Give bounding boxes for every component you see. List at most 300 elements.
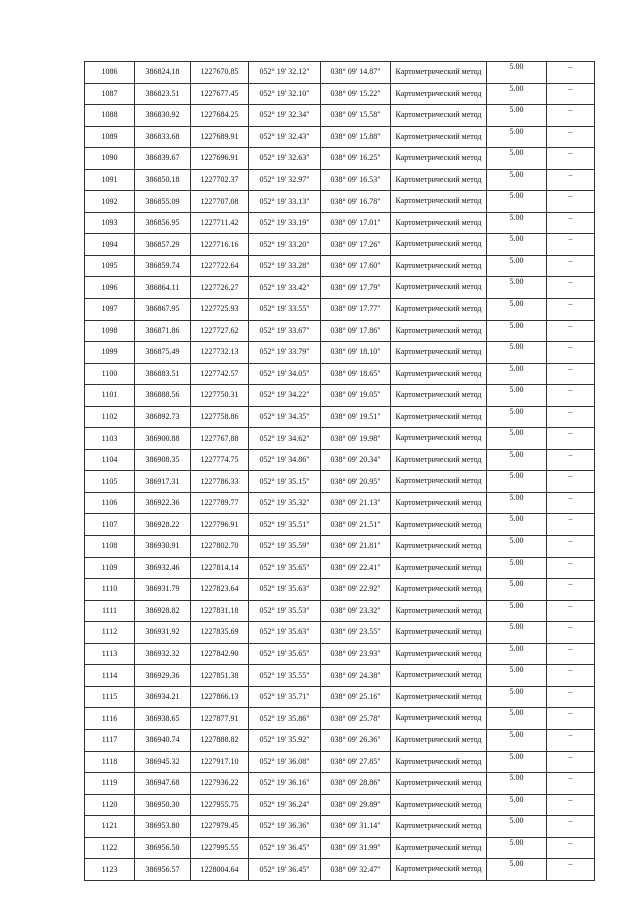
longitude-cell: 038° 09' 19.98" [321, 428, 391, 450]
longitude-cell: 038° 09' 17.60" [321, 255, 391, 277]
note-cell: – [547, 255, 595, 277]
point-number-cell: 1098 [85, 320, 135, 342]
table-row [85, 686, 595, 708]
y-coordinate-cell: 1227726.27 [191, 277, 249, 299]
point-number-cell: 1105 [85, 471, 135, 493]
accuracy-cell: 5.00 [487, 255, 547, 277]
table-row [85, 665, 595, 687]
y-coordinate-cell: 1227842.90 [191, 643, 249, 665]
table-row [85, 83, 595, 105]
point-number-cell: 1120 [85, 794, 135, 816]
latitude-cell: 052° 19' 33.79" [249, 342, 321, 364]
table-row [85, 299, 595, 321]
accuracy-cell: 5.00 [487, 83, 547, 105]
x-coordinate-cell: 386931.92 [135, 622, 191, 644]
latitude-cell: 052° 19' 35.71" [249, 686, 321, 708]
x-coordinate-cell: 386850.18 [135, 169, 191, 191]
note-cell: – [547, 643, 595, 665]
point-number-cell: 1090 [85, 148, 135, 170]
latitude-cell: 052° 19' 35.63" [249, 579, 321, 601]
point-number-cell: 1096 [85, 277, 135, 299]
x-coordinate-cell: 386930.91 [135, 536, 191, 558]
table-row [85, 794, 595, 816]
latitude-cell: 052° 19' 33.42" [249, 277, 321, 299]
note-cell: – [547, 299, 595, 321]
note-cell: – [547, 686, 595, 708]
method-cell: Картометрический метод [391, 255, 487, 277]
latitude-cell: 052° 19' 35.15" [249, 471, 321, 493]
x-coordinate-cell: 386908.35 [135, 449, 191, 471]
point-number-cell: 1100 [85, 363, 135, 385]
y-coordinate-cell: 1227814.14 [191, 557, 249, 579]
method-cell: Картометрический метод [391, 665, 487, 687]
y-coordinate-cell: 1227702.37 [191, 169, 249, 191]
y-coordinate-cell: 1227767.88 [191, 428, 249, 450]
y-coordinate-cell: 1227722.64 [191, 255, 249, 277]
method-cell: Картометрический метод [391, 277, 487, 299]
note-cell: – [547, 859, 595, 881]
table-row [85, 557, 595, 579]
method-cell: Картометрический метод [391, 794, 487, 816]
method-cell: Картометрический метод [391, 859, 487, 881]
table-row [85, 320, 595, 342]
method-cell: Картометрический метод [391, 471, 487, 493]
longitude-cell: 038° 09' 17.86" [321, 320, 391, 342]
method-cell: Картометрический метод [391, 557, 487, 579]
table-row [85, 536, 595, 558]
table-row [85, 751, 595, 773]
x-coordinate-cell: 386900.88 [135, 428, 191, 450]
longitude-cell: 038° 09' 16.25" [321, 148, 391, 170]
point-number-cell: 1102 [85, 406, 135, 428]
method-cell: Картометрический метод [391, 148, 487, 170]
longitude-cell: 038° 09' 15.22" [321, 83, 391, 105]
x-coordinate-cell: 386956.57 [135, 859, 191, 881]
latitude-cell: 052° 19' 32.10" [249, 83, 321, 105]
table-row [85, 622, 595, 644]
note-cell: – [547, 363, 595, 385]
table-row [85, 234, 595, 256]
latitude-cell: 052° 19' 32.34" [249, 105, 321, 127]
method-cell: Картометрический метод [391, 406, 487, 428]
method-cell: Картометрический метод [391, 212, 487, 234]
point-number-cell: 1097 [85, 299, 135, 321]
x-coordinate-cell: 386932.46 [135, 557, 191, 579]
table-row [85, 406, 595, 428]
table-row [85, 729, 595, 751]
table-row [85, 837, 595, 859]
point-number-cell: 1103 [85, 428, 135, 450]
table-row [85, 363, 595, 385]
point-number-cell: 1095 [85, 255, 135, 277]
y-coordinate-cell: 1227789.77 [191, 492, 249, 514]
table-row [85, 428, 595, 450]
accuracy-cell: 5.00 [487, 729, 547, 751]
note-cell: – [547, 83, 595, 105]
longitude-cell: 038° 09' 20.95" [321, 471, 391, 493]
longitude-cell: 038° 09' 19.05" [321, 385, 391, 407]
table-row [85, 643, 595, 665]
note-cell: – [547, 105, 595, 127]
accuracy-cell: 5.00 [487, 837, 547, 859]
y-coordinate-cell: 1227732.13 [191, 342, 249, 364]
method-cell: Картометрический метод [391, 492, 487, 514]
note-cell: – [547, 794, 595, 816]
x-coordinate-cell: 386938.65 [135, 708, 191, 730]
note-cell: – [547, 62, 595, 84]
method-cell: Картометрический метод [391, 126, 487, 148]
method-cell: Картометрический метод [391, 363, 487, 385]
latitude-cell: 052° 19' 34.62" [249, 428, 321, 450]
note-cell: – [547, 234, 595, 256]
method-cell: Картометрический метод [391, 191, 487, 213]
x-coordinate-cell: 386855.09 [135, 191, 191, 213]
y-coordinate-cell: 1227955.75 [191, 794, 249, 816]
x-coordinate-cell: 386875.49 [135, 342, 191, 364]
longitude-cell: 038° 09' 29.89" [321, 794, 391, 816]
accuracy-cell: 5.00 [487, 579, 547, 601]
x-coordinate-cell: 386945.32 [135, 751, 191, 773]
note-cell: – [547, 471, 595, 493]
accuracy-cell: 5.00 [487, 686, 547, 708]
latitude-cell: 052° 19' 32.63" [249, 148, 321, 170]
method-cell: Картометрический метод [391, 428, 487, 450]
y-coordinate-cell: 1227823.64 [191, 579, 249, 601]
longitude-cell: 038° 09' 17.01" [321, 212, 391, 234]
method-cell: Картометрический метод [391, 600, 487, 622]
method-cell: Картометрический метод [391, 686, 487, 708]
note-cell: – [547, 837, 595, 859]
x-coordinate-cell: 386864.11 [135, 277, 191, 299]
point-number-cell: 1106 [85, 492, 135, 514]
method-cell: Картометрический метод [391, 622, 487, 644]
latitude-cell: 052° 19' 35.92" [249, 729, 321, 751]
y-coordinate-cell: 1227725.93 [191, 299, 249, 321]
latitude-cell: 052° 19' 32.97" [249, 169, 321, 191]
latitude-cell: 052° 19' 35.65" [249, 557, 321, 579]
table-row [85, 579, 595, 601]
point-number-cell: 1110 [85, 579, 135, 601]
table-row [85, 169, 595, 191]
accuracy-cell: 5.00 [487, 708, 547, 730]
accuracy-cell: 5.00 [487, 514, 547, 536]
latitude-cell: 052° 19' 35.53" [249, 600, 321, 622]
note-cell: – [547, 449, 595, 471]
table-row [85, 514, 595, 536]
accuracy-cell: 5.00 [487, 105, 547, 127]
table-row [85, 62, 595, 84]
y-coordinate-cell: 1227774.75 [191, 449, 249, 471]
x-coordinate-cell: 386947.68 [135, 773, 191, 795]
latitude-cell: 052° 19' 34.22" [249, 385, 321, 407]
y-coordinate-cell: 1227786.33 [191, 471, 249, 493]
longitude-cell: 038° 09' 18.65" [321, 363, 391, 385]
latitude-cell: 052° 19' 35.65" [249, 643, 321, 665]
accuracy-cell: 5.00 [487, 816, 547, 838]
x-coordinate-cell: 386883.51 [135, 363, 191, 385]
y-coordinate-cell: 1227689.91 [191, 126, 249, 148]
accuracy-cell: 5.00 [487, 406, 547, 428]
x-coordinate-cell: 386934.21 [135, 686, 191, 708]
point-number-cell: 1114 [85, 665, 135, 687]
method-cell: Картометрический метод [391, 514, 487, 536]
table-row [85, 492, 595, 514]
method-cell: Картометрический метод [391, 729, 487, 751]
table-row [85, 126, 595, 148]
x-coordinate-cell: 386940.74 [135, 729, 191, 751]
method-cell: Картометрический метод [391, 83, 487, 105]
table-row [85, 471, 595, 493]
x-coordinate-cell: 386824.18 [135, 62, 191, 84]
latitude-cell: 052° 19' 33.20" [249, 234, 321, 256]
accuracy-cell: 5.00 [487, 320, 547, 342]
point-number-cell: 1099 [85, 342, 135, 364]
y-coordinate-cell: 1227750.31 [191, 385, 249, 407]
latitude-cell: 052° 19' 35.55" [249, 665, 321, 687]
point-number-cell: 1101 [85, 385, 135, 407]
table-row [85, 385, 595, 407]
latitude-cell: 052° 19' 34.86" [249, 449, 321, 471]
method-cell: Картометрический метод [391, 579, 487, 601]
coordinates-sheet [84, 61, 595, 881]
x-coordinate-cell: 386871.86 [135, 320, 191, 342]
longitude-cell: 038° 09' 25.16" [321, 686, 391, 708]
method-cell: Картометрический метод [391, 837, 487, 859]
x-coordinate-cell: 386823.51 [135, 83, 191, 105]
longitude-cell: 038° 09' 32.47" [321, 859, 391, 881]
point-number-cell: 1119 [85, 773, 135, 795]
y-coordinate-cell: 1227727.62 [191, 320, 249, 342]
longitude-cell: 038° 09' 17.26" [321, 234, 391, 256]
longitude-cell: 038° 09' 27.85" [321, 751, 391, 773]
point-number-cell: 1117 [85, 729, 135, 751]
note-cell: – [547, 428, 595, 450]
point-number-cell: 1108 [85, 536, 135, 558]
latitude-cell: 052° 19' 36.45" [249, 859, 321, 881]
method-cell: Картометрический метод [391, 708, 487, 730]
note-cell: – [547, 148, 595, 170]
longitude-cell: 038° 09' 19.51" [321, 406, 391, 428]
longitude-cell: 038° 09' 26.36" [321, 729, 391, 751]
table-row [85, 449, 595, 471]
point-number-cell: 1113 [85, 643, 135, 665]
note-cell: – [547, 514, 595, 536]
longitude-cell: 038° 09' 23.93" [321, 643, 391, 665]
accuracy-cell: 5.00 [487, 622, 547, 644]
method-cell: Картометрический метод [391, 169, 487, 191]
accuracy-cell: 5.00 [487, 234, 547, 256]
longitude-cell: 038° 09' 15.88" [321, 126, 391, 148]
latitude-cell: 052° 19' 35.86" [249, 708, 321, 730]
coordinates-table [84, 61, 595, 881]
longitude-cell: 038° 09' 16.78" [321, 191, 391, 213]
latitude-cell: 052° 19' 35.63" [249, 622, 321, 644]
x-coordinate-cell: 386867.95 [135, 299, 191, 321]
point-number-cell: 1091 [85, 169, 135, 191]
latitude-cell: 052° 19' 33.13" [249, 191, 321, 213]
point-number-cell: 1121 [85, 816, 135, 838]
accuracy-cell: 5.00 [487, 471, 547, 493]
accuracy-cell: 5.00 [487, 212, 547, 234]
x-coordinate-cell: 386922.36 [135, 492, 191, 514]
note-cell: – [547, 773, 595, 795]
note-cell: – [547, 277, 595, 299]
y-coordinate-cell: 1227742.57 [191, 363, 249, 385]
longitude-cell: 038° 09' 31.99" [321, 837, 391, 859]
accuracy-cell: 5.00 [487, 751, 547, 773]
accuracy-cell: 5.00 [487, 126, 547, 148]
y-coordinate-cell: 1227835.69 [191, 622, 249, 644]
latitude-cell: 052° 19' 33.28" [249, 255, 321, 277]
x-coordinate-cell: 386931.79 [135, 579, 191, 601]
point-number-cell: 1112 [85, 622, 135, 644]
y-coordinate-cell: 1227917.10 [191, 751, 249, 773]
method-cell: Картометрический метод [391, 105, 487, 127]
table-row [85, 148, 595, 170]
latitude-cell: 052° 19' 35.59" [249, 536, 321, 558]
method-cell: Картометрический метод [391, 234, 487, 256]
y-coordinate-cell: 1227936.22 [191, 773, 249, 795]
point-number-cell: 1118 [85, 751, 135, 773]
method-cell: Картометрический метод [391, 299, 487, 321]
note-cell: – [547, 536, 595, 558]
accuracy-cell: 5.00 [487, 148, 547, 170]
y-coordinate-cell: 1227684.25 [191, 105, 249, 127]
y-coordinate-cell: 1227995.55 [191, 837, 249, 859]
y-coordinate-cell: 1227888.82 [191, 729, 249, 751]
latitude-cell: 052° 19' 36.08" [249, 751, 321, 773]
longitude-cell: 038° 09' 23.55" [321, 622, 391, 644]
longitude-cell: 038° 09' 17.79" [321, 277, 391, 299]
y-coordinate-cell: 1227866.13 [191, 686, 249, 708]
longitude-cell: 038° 09' 22.41" [321, 557, 391, 579]
method-cell: Картометрический метод [391, 385, 487, 407]
latitude-cell: 052° 19' 33.55" [249, 299, 321, 321]
note-cell: – [547, 385, 595, 407]
table-row [85, 600, 595, 622]
note-cell: – [547, 622, 595, 644]
x-coordinate-cell: 386888.56 [135, 385, 191, 407]
y-coordinate-cell: 1227670.85 [191, 62, 249, 84]
longitude-cell: 038° 09' 28.86" [321, 773, 391, 795]
x-coordinate-cell: 386950.30 [135, 794, 191, 816]
y-coordinate-cell: 1227716.16 [191, 234, 249, 256]
point-number-cell: 1122 [85, 837, 135, 859]
longitude-cell: 038° 09' 23.32" [321, 600, 391, 622]
accuracy-cell: 5.00 [487, 643, 547, 665]
y-coordinate-cell: 1227711.42 [191, 212, 249, 234]
latitude-cell: 052° 19' 34.05" [249, 363, 321, 385]
y-coordinate-cell: 1227877.91 [191, 708, 249, 730]
point-number-cell: 1092 [85, 191, 135, 213]
table-row [85, 773, 595, 795]
y-coordinate-cell: 1227979.45 [191, 816, 249, 838]
accuracy-cell: 5.00 [487, 299, 547, 321]
note-cell: – [547, 579, 595, 601]
note-cell: – [547, 126, 595, 148]
accuracy-cell: 5.00 [487, 191, 547, 213]
point-number-cell: 1104 [85, 449, 135, 471]
table-row [85, 708, 595, 730]
x-coordinate-cell: 386830.92 [135, 105, 191, 127]
y-coordinate-cell: 1227707.08 [191, 191, 249, 213]
note-cell: – [547, 600, 595, 622]
point-number-cell: 1086 [85, 62, 135, 84]
latitude-cell: 052° 19' 34.35" [249, 406, 321, 428]
method-cell: Картометрический метод [391, 773, 487, 795]
note-cell: – [547, 816, 595, 838]
method-cell: Картометрический метод [391, 449, 487, 471]
accuracy-cell: 5.00 [487, 794, 547, 816]
accuracy-cell: 5.00 [487, 363, 547, 385]
table-row [85, 277, 595, 299]
note-cell: – [547, 492, 595, 514]
y-coordinate-cell: 1227758.86 [191, 406, 249, 428]
note-cell: – [547, 708, 595, 730]
note-cell: – [547, 212, 595, 234]
x-coordinate-cell: 386856.95 [135, 212, 191, 234]
latitude-cell: 052° 19' 33.19" [249, 212, 321, 234]
point-number-cell: 1088 [85, 105, 135, 127]
point-number-cell: 1087 [85, 83, 135, 105]
note-cell: – [547, 751, 595, 773]
note-cell: – [547, 729, 595, 751]
x-coordinate-cell: 386928.22 [135, 514, 191, 536]
accuracy-cell: 5.00 [487, 773, 547, 795]
method-cell: Картометрический метод [391, 342, 487, 364]
accuracy-cell: 5.00 [487, 859, 547, 881]
longitude-cell: 038° 09' 16.53" [321, 169, 391, 191]
method-cell: Картометрический метод [391, 536, 487, 558]
note-cell: – [547, 665, 595, 687]
x-coordinate-cell: 386859.74 [135, 255, 191, 277]
y-coordinate-cell: 1227802.70 [191, 536, 249, 558]
longitude-cell: 038° 09' 24.38" [321, 665, 391, 687]
method-cell: Картометрический метод [391, 751, 487, 773]
accuracy-cell: 5.00 [487, 665, 547, 687]
latitude-cell: 052° 19' 35.32" [249, 492, 321, 514]
table-row [85, 105, 595, 127]
x-coordinate-cell: 386917.31 [135, 471, 191, 493]
accuracy-cell: 5.00 [487, 557, 547, 579]
note-cell: – [547, 342, 595, 364]
accuracy-cell: 5.00 [487, 600, 547, 622]
point-number-cell: 1111 [85, 600, 135, 622]
method-cell: Картометрический метод [391, 320, 487, 342]
point-number-cell: 1107 [85, 514, 135, 536]
longitude-cell: 038° 09' 21.81" [321, 536, 391, 558]
accuracy-cell: 5.00 [487, 536, 547, 558]
point-number-cell: 1116 [85, 708, 135, 730]
longitude-cell: 038° 09' 18.10" [321, 342, 391, 364]
point-number-cell: 1109 [85, 557, 135, 579]
x-coordinate-cell: 386892.73 [135, 406, 191, 428]
accuracy-cell: 5.00 [487, 492, 547, 514]
point-number-cell: 1093 [85, 212, 135, 234]
longitude-cell: 038° 09' 17.77" [321, 299, 391, 321]
longitude-cell: 038° 09' 20.34" [321, 449, 391, 471]
table-row [85, 816, 595, 838]
x-coordinate-cell: 386833.68 [135, 126, 191, 148]
y-coordinate-cell: 1227851.38 [191, 665, 249, 687]
point-number-cell: 1123 [85, 859, 135, 881]
coordinates-table-body [85, 62, 595, 881]
y-coordinate-cell: 1227677.45 [191, 83, 249, 105]
x-coordinate-cell: 386929.36 [135, 665, 191, 687]
point-number-cell: 1115 [85, 686, 135, 708]
accuracy-cell: 5.00 [487, 169, 547, 191]
longitude-cell: 038° 09' 15.58" [321, 105, 391, 127]
